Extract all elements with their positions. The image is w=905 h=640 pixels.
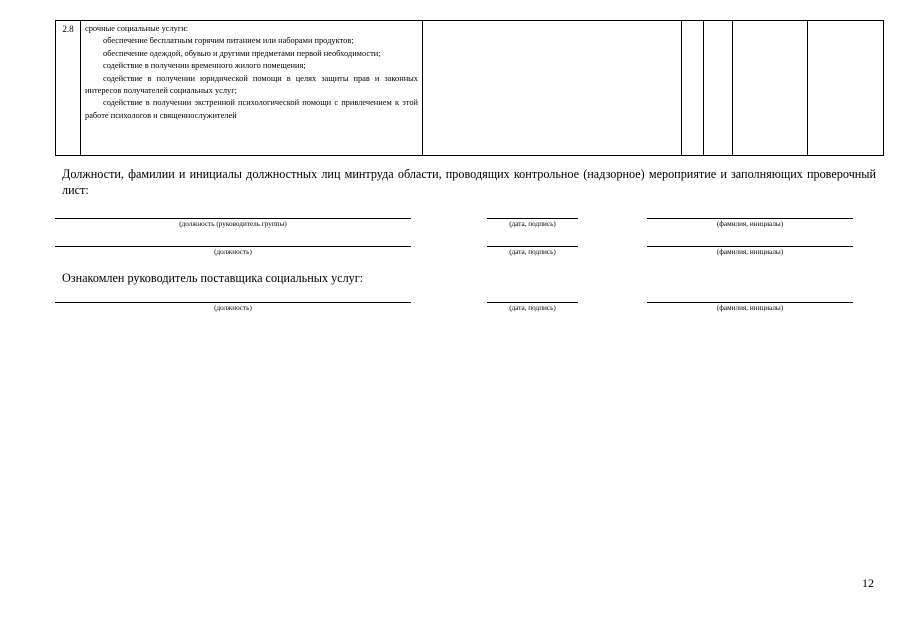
signature-name-caption: (фамилия, инициалы) <box>647 218 853 229</box>
signature-position-caption: (должность (руководитель группы) <box>55 218 411 229</box>
signature-date-caption: (дата, подпись) <box>487 246 578 257</box>
signature-name-caption: (фамилия, инициалы) <box>647 302 853 313</box>
empty-cell <box>704 21 733 156</box>
checklist-table <box>55 20 884 156</box>
row-requirement-text <box>81 21 423 156</box>
signature-name-caption: (фамилия, инициалы) <box>647 246 853 257</box>
requirement-line: обеспечение одеждой, обувью и другими предметами первой необходимости; <box>103 48 381 58</box>
requirement-line: содействие в получении юридической помощи в целях защиты прав и законных интересов получателей социальных услуг; <box>85 73 418 96</box>
row-number: 2.8 <box>56 21 81 156</box>
empty-cell <box>808 21 884 156</box>
table-row <box>56 21 884 156</box>
signature-position-caption: (должность) <box>55 246 411 257</box>
requirement-line: обеспечение бесплатным горячим питанием или наборами продуктов; <box>103 36 354 46</box>
signature-position-caption: (должность) <box>55 302 411 313</box>
officials-paragraph: Должности, фамилии и инициалы должностных лиц минтруда области, проводящих контрольное (надзорное) мероприятие и заполняющих проверочный лист: <box>62 167 876 197</box>
familiarized-paragraph: Ознакомлен руководитель поставщика социальных услуг: <box>62 271 364 285</box>
requirement-line: срочные социальные услуги: <box>85 24 189 33</box>
empty-cell <box>682 21 704 156</box>
empty-cell <box>423 21 682 156</box>
empty-cell <box>733 21 808 156</box>
requirement-line: содействие в получении экстренной психологической помощи с привлечением к этой работе психологов и священнослужителей <box>85 98 418 120</box>
signature-date-caption: (дата, подпись) <box>487 218 578 229</box>
requirement-line: содействие в получении временного жилого помещения; <box>103 61 306 71</box>
page-number: 12 <box>862 576 874 590</box>
signature-date-caption: (дата, подпись) <box>487 302 578 313</box>
